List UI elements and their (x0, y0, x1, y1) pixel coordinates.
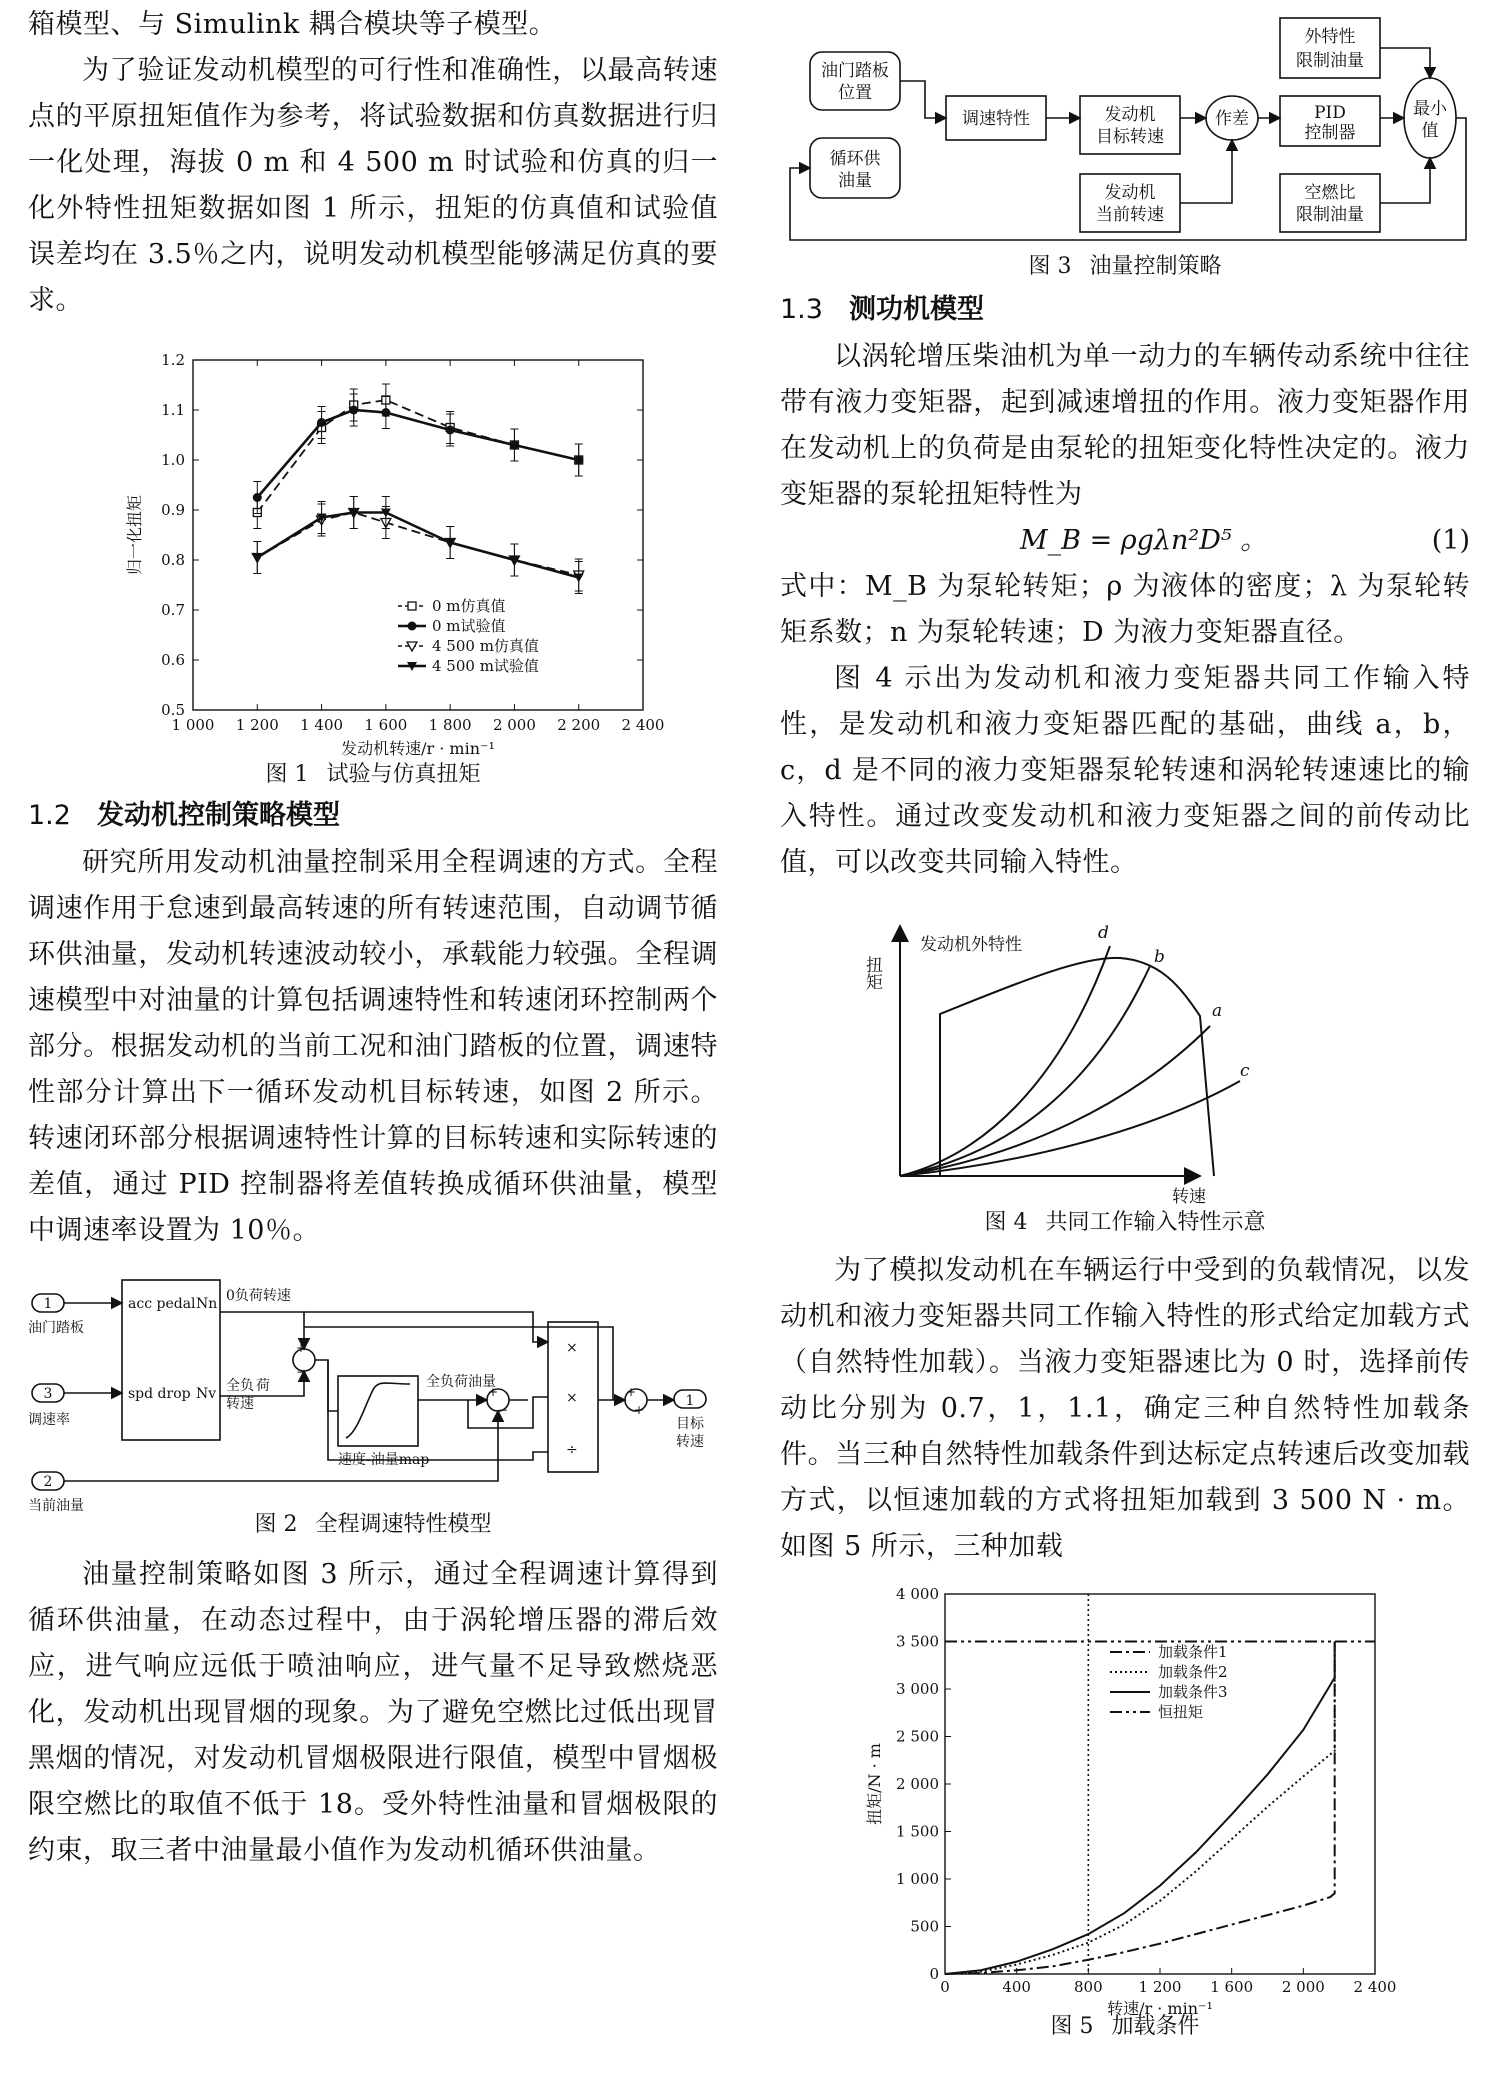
x-tick-label: 0 (940, 1978, 950, 1996)
block-label: 位置 (838, 83, 872, 103)
caption-text: 共同工作输入特性示意 (1045, 1210, 1266, 1235)
figure-5-chart (780, 1580, 1470, 2018)
figure-2-diagram (28, 1272, 718, 1514)
x-tick-label: 1 800 (428, 716, 472, 734)
section-title: 测功机模型 (848, 294, 984, 325)
data-point (252, 554, 262, 563)
legend-label: 加载条件1 (1158, 1643, 1228, 1661)
x-tick-label: 1 600 (364, 716, 408, 734)
x-tick-label: 1 200 (1138, 1978, 1182, 1996)
caption-label: 图 5 (1050, 2014, 1094, 2039)
y-tick-label: 1.0 (161, 451, 185, 469)
figure-4-diagram (780, 906, 1470, 1206)
x-tick-label: 2 200 (557, 716, 601, 734)
left-column (28, 0, 718, 1874)
y-tick-label: 0.7 (161, 601, 185, 619)
operator-symbol: × (566, 1390, 578, 1406)
curve-b (900, 966, 1150, 1176)
svg-text:−: − (296, 1365, 307, 1379)
figure-1-chart (28, 338, 718, 758)
map-label: 速度-油量map (338, 1452, 430, 1468)
block-label: 控制器 (1304, 123, 1356, 143)
y-tick-label: 1.2 (161, 351, 185, 369)
data-point (381, 408, 390, 417)
figure-4 (780, 906, 1470, 1206)
node-label: 作差 (1215, 109, 1249, 129)
plot-frame (193, 360, 643, 710)
y-tick-label: 3 500 (896, 1632, 939, 1651)
svg-text:−: − (498, 1403, 509, 1417)
legend-label: 4 500 m试验值 (432, 657, 539, 675)
block-label: PID (1314, 103, 1346, 123)
paragraph: 以涡轮增压柴油机为单一动力的车辆传动系统中往往带有液力变矩器，起到减速增扭的作用。液力变矩器作用在发动机上的负荷是由泵轮的扭矩变化特性决定的。液力变矩器的泵轮扭矩特性为 (780, 341, 1470, 510)
curve-letter: b (1154, 947, 1165, 967)
curve-label: 发动机外特性 (920, 935, 1022, 955)
data-point (349, 406, 358, 415)
curve-letter: a (1212, 1001, 1223, 1021)
curve-d (900, 946, 1110, 1176)
output-label: 转速 (676, 1434, 704, 1450)
block-label: 循环供 (829, 149, 881, 169)
data-point (574, 574, 584, 583)
y-tick-label: 1.1 (161, 401, 185, 419)
operator-symbol: ÷ (566, 1442, 578, 1458)
series-line (257, 400, 578, 513)
paragraph: 箱模型、与 Simulink 耦合模块等子模型。 (28, 9, 557, 40)
caption-label: 图 1 (265, 762, 309, 787)
x-axis-label: 发动机转速/r · min⁻¹ (341, 739, 495, 758)
svg-text:+: + (626, 1385, 637, 1399)
y-tick-label: 500 (910, 1917, 939, 1936)
caption-text: 全程调速特性模型 (315, 1512, 492, 1537)
equation-1 (780, 518, 1470, 564)
paragraph: 油量控制策略如图 3 所示，通过全程调速计算得到循环供油量，在动态过程中，由于涡轮增压器的滞后效应，进气响应远低于喷油响应，进气量不足导致燃烧恶化，发动机出现冒烟的现象。为了避免空燃比过低出现冒黑烟的情况，对发动机冒烟极限进行限值，模型中冒烟极限空燃比的取值不低于 18。受外特性油量和冒烟极限的约束，取三者中油量最小值作为发动机循环供油量。 (28, 1559, 718, 1866)
x-tick-label: 1 200 (235, 716, 279, 734)
block-label: 油量 (838, 171, 872, 191)
legend-label: 0 m仿真值 (432, 597, 506, 615)
x-tick-label: 800 (1074, 1978, 1103, 1996)
y-tick-label: 3 000 (896, 1680, 939, 1698)
section-heading-1-2 (28, 794, 718, 838)
legend-label: 加载条件2 (1158, 1663, 1228, 1681)
paragraph: 为了验证发动机模型的可行性和准确性，以最高转速点的平原扭矩值作为参考，将试验数据和仿真数据进行归一化处理，海拔 0 m 和 4 500 m 时试验和仿真的归一化外特性扭矩数据如图 1 所示，扭矩的仿真值和试验值误差均在 3.5％之内，说明发动机模型能够满足仿真的要求。 (28, 55, 718, 316)
data-point (317, 418, 326, 427)
figure-3-caption (780, 250, 1470, 284)
block-label: 限制油量 (1296, 51, 1364, 71)
legend-label: 恒扭矩 (1158, 1703, 1204, 1721)
legend-label: 0 m试验值 (432, 617, 506, 635)
paragraph: 式中：M_B 为泵轮转矩；ρ 为液体的密度；λ 为泵轮转矩系数；n 为泵轮转速；D 为液力变矩器直径。 (780, 571, 1470, 648)
x-axis-label: 转速 (1172, 1187, 1206, 1207)
section-number: 1.3 (780, 294, 823, 325)
output-port-number: 1 (685, 1393, 695, 1409)
caption-label: 图 4 (984, 1210, 1028, 1235)
paragraph: 为了模拟发动机在车辆运行中受到的负载情况，以发动机和液力变矩器共同工作输入特性的形式给定加载方式（自然特性加载）。当液力变矩器速比为 0 时，选择前传动比分别为 0.7，1，1.1，确定三种自然特性加载条件。当三种自然特性加载条件到达标定点转速后改变加载方式，以恒速加载的方式将扭矩加载到 3 500 N · m。如图 5 所示，三种加载 (780, 1255, 1470, 1562)
x-tick-label: 2 000 (492, 716, 536, 734)
y-tick-label: 0.6 (161, 651, 185, 669)
y-axis-label: 归一化扭矩 (125, 494, 144, 576)
y-tick-label: 4 000 (896, 1585, 939, 1603)
y-axis-label: 扭矩/N · m (865, 1743, 884, 1825)
figure-4-caption (780, 1206, 1470, 1240)
block-label: 空燃比 (1304, 183, 1356, 203)
input-port-number: 2 (43, 1474, 53, 1490)
block-port-label: spd drop (128, 1386, 191, 1402)
output-label: 目标 (676, 1416, 704, 1432)
data-point (408, 622, 417, 631)
y-tick-label: 1 500 (896, 1822, 939, 1841)
svg-text:+: + (634, 1403, 645, 1417)
node-label: 最小 (1413, 99, 1447, 119)
section-heading-1-3 (780, 288, 1470, 332)
figure-1-caption (28, 758, 718, 792)
caption-text: 加载条件 (1111, 2014, 1200, 2039)
x-tick-label: 2 400 (1353, 1978, 1397, 1996)
figure-2-caption (28, 1508, 718, 1542)
svg-text:+: + (488, 1385, 499, 1399)
equation-body: M_B = ρgλn²D⁵ 。 (1020, 525, 1268, 556)
input-label: 当前油量 (28, 1498, 84, 1514)
y-tick-label: 1 000 (896, 1870, 939, 1888)
signal-label: 荷 (256, 1378, 270, 1394)
paragraph: 研究所用发动机油量控制采用全程调速的方式。全程调速作用于怠速到最高转速的所有转速范围，自动调节循环供油量，发动机转速波动较小，承载能力较强。全程调速模型中对油量的计算包括调速特性和转速闭环控制两个部分。根据发动机的当前工况和油门踏板的位置，调速特性部分计算出下一循环发动机目标转速，如图 2 所示。转速闭环部分根据调速特性计算的目标转速和实际转速的差值，通过 PID 控制器将差值转换成循环供油量，模型中调速率设置为 10％。 (28, 847, 718, 1246)
input-label: 油门踏板 (28, 1320, 84, 1336)
block-port-label: acc pedal (128, 1296, 196, 1312)
x-axis-label: 转速/r · min⁻¹ (1107, 1999, 1213, 2018)
curve-a (900, 1026, 1210, 1176)
signal-label: 转速 (226, 1396, 254, 1412)
map-curve (346, 1383, 410, 1438)
block-label: 油门踏板 (821, 61, 889, 81)
block-label: 目标转速 (1096, 127, 1164, 147)
x-tick-label: 2 000 (1281, 1978, 1325, 1996)
y-tick-label: 2 500 (896, 1727, 939, 1746)
block-label: 发动机 (1104, 105, 1156, 125)
figure-1 (28, 338, 718, 758)
block-port-label: Nv (196, 1386, 217, 1402)
figure-5 (780, 1580, 1470, 2018)
signal-label: 全负 (226, 1378, 254, 1394)
x-tick-label: 1 600 (1210, 1978, 1254, 1996)
x-tick-label: 400 (1002, 1978, 1031, 1996)
input-label: 调速率 (28, 1412, 70, 1428)
figure-3 (780, 12, 1470, 242)
signal-label: 0负荷转速 (226, 1288, 291, 1304)
block-label: 外特性 (1304, 27, 1356, 47)
x-tick-label: 1 400 (300, 716, 344, 734)
y-axis-label: 扭矩 (862, 956, 882, 990)
equation-number: (1) (1431, 525, 1470, 556)
data-point (408, 602, 416, 610)
y-tick-label: 0 (929, 1965, 939, 1983)
caption-text: 试验与仿真扭矩 (326, 762, 481, 787)
caption-label: 图 3 (1028, 254, 1072, 279)
input-port-number: 3 (43, 1386, 53, 1402)
x-tick-label: 1 000 (171, 716, 215, 734)
block-label: 发动机 (1104, 183, 1156, 203)
figure-3-diagram (780, 12, 1470, 242)
curve-letter: d (1098, 923, 1109, 943)
caption-label: 图 2 (254, 1512, 298, 1537)
block-label: 调速特性 (962, 109, 1030, 129)
right-column (780, 0, 1470, 2044)
figure-5-caption (780, 2010, 1470, 2044)
data-point (253, 493, 262, 502)
svg-text:+: + (296, 1341, 307, 1355)
y-tick-label: 2 000 (896, 1775, 939, 1793)
input-port-number: 1 (43, 1296, 53, 1312)
y-tick-label: 0.8 (161, 551, 185, 569)
section-number: 1.2 (28, 800, 71, 831)
data-point (574, 456, 583, 465)
block-label: 限制油量 (1296, 205, 1364, 225)
data-point (446, 426, 455, 435)
legend-label: 加载条件3 (1158, 1683, 1228, 1701)
section-title: 发动机控制策略模型 (96, 800, 340, 831)
curve-letter: c (1240, 1061, 1250, 1081)
block-port-label: Nn (196, 1296, 218, 1312)
figure-2 (28, 1272, 718, 1514)
series-line (257, 513, 578, 578)
caption-text: 油量控制策略 (1089, 254, 1222, 279)
data-point (510, 441, 519, 450)
y-tick-label: 0.9 (161, 501, 185, 519)
operator-symbol: × (566, 1340, 578, 1356)
legend-label: 4 500 m仿真值 (432, 637, 539, 655)
paragraph: 图 4 示出为发动机和液力变矩器共同工作输入特性，是发动机和液力变矩器匹配的基础，曲线 a，b，c，d 是不同的液力变矩器泵轮转速和涡轮转速速比的输入特性。通过改变发动机和液力变矩器之间的前传动比值，可以改变共同输入特性。 (780, 663, 1470, 878)
x-tick-label: 2 400 (621, 716, 665, 734)
node-label: 值 (1421, 121, 1439, 141)
series-line (257, 410, 578, 498)
signal-label: 全负荷油量 (426, 1374, 496, 1390)
block-label: 当前转速 (1096, 205, 1164, 225)
y-tick-label: 0.5 (161, 701, 185, 719)
